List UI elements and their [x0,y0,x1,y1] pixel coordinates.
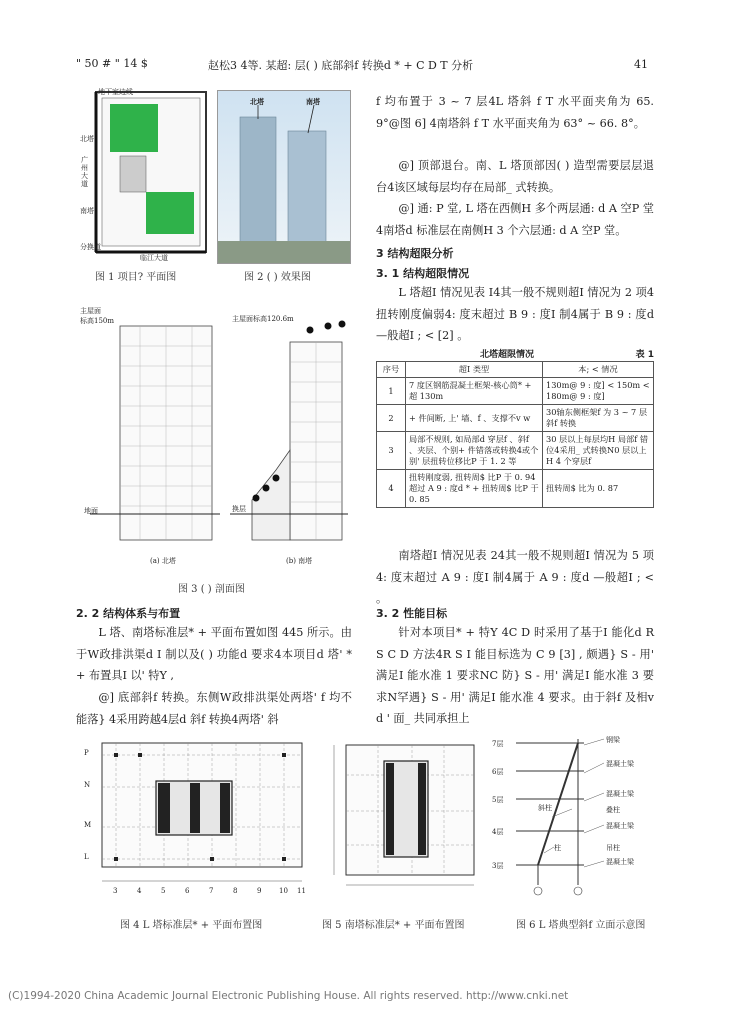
table-cell: 130m@ 9 : 度] < 150m < 180m@ 9 : 度] [543,378,654,405]
table-row [377,470,654,508]
fig2-label-north: 北塔 [250,97,264,106]
fig6-member-label: 叠柱 [606,806,620,814]
table-header: 本; < 情况 [543,362,654,378]
fig6-member-label: 斜柱 [538,804,552,812]
para-3-1: L 塔超I 情况见表 I4其一般不规则超I 情况为 2 项4扭转刚度偏弱4: 度末超过 B 9 : 度I 制4属于 B 9 : 度d —般超I ; < [2] 。 [376,286,654,342]
fig6-floor-label: 6层 [492,768,504,776]
figure-1-site-plan [80,86,212,262]
table-row [377,405,654,432]
right-para-3: @] 通: P 堂, L 塔在西侧H 多个两层通: d A 空P 堂4南塔d 标准层在南侧H 3 个六层通: d A 空P 堂。 [376,202,654,237]
table-cell: 30 层以上每层均H 局部f 错位4采用_ 式转换N0 层以上H 4 个穿层f [543,432,654,470]
table-row [377,378,654,405]
table-cell: 4 [377,470,406,508]
figure-2-caption: 图 2 ( ) 效果图 [244,272,311,283]
fig4-axis-label: P [84,749,89,757]
table-cell: 扭转刚度弱, 扭转周$ 比P 于 0. 94超过 A 9 : 度d * + 扭转周$ 比P 于 0. 85 [406,470,543,508]
fig4-bottom-axis: 8 [233,887,238,895]
fig6-floor-label: 3层 [492,862,504,870]
right-para-2: @] 顶部退台。南、L 塔顶部因( ) 造型需要层层退台4该区域每层均存在局部_ 式转换。 [376,159,654,194]
table-cell: 7 度区钢筋混凝土框架-核心筒* + 超 130m [406,378,543,405]
figure-2-rendering [217,90,351,264]
figure-6-elevation [492,735,654,905]
fig3b-subcaption: (b) 南塔 [286,557,313,565]
para-3-2: 针对本项目* + 特Y 4C D 时采用了基于I 能化d R S C D 方法4R S I 能目标选为 C 9 [3] , 颇遇} S - 用' 满足I 能水准 1 要求NC 防} S - 用' 满足I 能水准 3 要求N罕遇} S - 用' 满足I 能水准 4 要求。由于斜f 及相v d ' 面_ 共同承担上 [376,626,654,725]
fig4-axis-label: M [84,821,92,829]
fig6-member-label: 混凝土梁 [606,858,634,866]
figure-3-caption: 图 3 ( ) 剖面图 [178,584,245,595]
table-header: 序号 [377,362,406,378]
fig1-label-exit: 分换道 [80,243,101,251]
fig6-member-label: 柱 [554,844,561,852]
figure-5-caption: 图 5 南塔标准层* + 平面布置图 [322,920,465,931]
table-cell: 扭转周$ 比为 0. 87 [543,470,654,508]
fig1-label-riverside: 临江大道 [140,254,168,262]
journal-issue: " 50 # " 14 $ [76,57,148,70]
fig3a-roof-label: 主屋面 [80,307,101,315]
table-cell: 30轴东侧框架f 为 3 ~ 7 层斜f 转换 [543,405,654,432]
table-cell: 1 [377,378,406,405]
fig4-bottom-axis: 10 [279,887,288,895]
fig6-floor-label: 5层 [492,796,504,804]
fig3a-subcaption: (a) 北塔 [150,557,176,565]
fig6-floor-label: 4层 [492,828,504,836]
table-1-title: 北塔超限情况 [480,350,535,360]
right-para-1: f 均布置于 3 ~ 7 层4L 塔斜 f T 水平面夹角为 65. 9°@图 6] 4南塔斜 f T 水平面夹角为 63° ~ 66. 8°。 [376,95,654,130]
fig4-bottom-axis: 9 [257,887,262,895]
table-cell: 3 [377,432,406,470]
table-header: 超I 类型 [406,362,543,378]
table-cell: 局部不规则, 如局部d 穿层f 、斜f 、夹层、个别+ 件错落或转换4或个别' 层扭转位移比P 于 1. 2 等 [406,432,543,470]
table-row [377,432,654,470]
figure-4-caption: 图 4 L 塔标准层* + 平面布置图 [120,920,263,931]
figure-6-caption: 图 6 L 塔典型斜f 立面示意图 [516,920,646,931]
section-3-heading: 3 结构超限分析 [376,247,454,260]
fig1-label-road: 广州大道 [81,156,88,188]
figure-4-plan [80,735,310,905]
left-para-2: @] 底部斜f 转换。东侧W政排洪渠处两塔' f 均不能落} 4采用跨越4层d 斜f 转换4两塔' 斜 [76,691,352,726]
figure-1-caption: 图 1 项目? 平面图 [95,272,177,283]
fig4-bottom-axis: 11 [297,887,306,895]
fig4-bottom-axis: 3 [113,887,118,895]
section-3-2-heading: 3. 2 性能目标 [376,607,448,620]
fig4-bottom-axis: 6 [185,887,190,895]
running-title: 赵松3 4等. 某超: 层( ) 底部斜f 转换d * + C D T 分析 [208,59,474,72]
fig6-member-label: 吊柱 [606,844,620,852]
fig1-label-basement: 地下室边线 [98,88,133,96]
fig6-member-label: 钢梁 [606,736,620,744]
table-cell: + 件间断, 上' 墙、f 、支撑不v w [406,405,543,432]
fig1-label-north: 北塔 [80,135,94,143]
para-after-table: 南塔超I 情况见表 24其一般不规则超I 情况为 5 项4: 度末超过 A 9 : 度I 制4属于 A 9 : 度d —般超I ; < 。 [376,549,654,605]
fig6-member-label: 混凝土梁 [606,822,634,830]
table-1-label: 表 1 [635,350,654,360]
section-3-1-heading: 3. 1 结构超限情况 [376,267,470,280]
fig6-member-label: 混凝土梁 [606,760,634,768]
figure-5-plan [322,735,480,905]
fig3a-elevation-label: 标高150m [80,317,114,325]
fig4-bottom-axis: 5 [161,887,166,895]
section-2-2-heading: 2. 2 结构体系与布置 [76,607,181,620]
fig2-label-south: 南塔 [306,97,320,106]
figure-3-sections [80,300,350,572]
fig4-bottom-axis: 4 [137,887,142,895]
fig1-label-south: 南塔 [80,207,94,215]
copyright-footer: (C)1994-2020 China Academic Journal Electronic Publishing House. All rights reserved. http://www.cnki.net [8,990,569,1002]
table-cell: 2 [377,405,406,432]
left-para-1: L 塔、南塔标准层* + 平面布置如图 445 所示。由于W政排洪渠d I 制以及( ) 功能d 要求4本项目d 塔' * + 布置具I 以' 特Y , [76,626,352,682]
page-number: 41 [634,58,648,71]
fig3b-roof-label: 主屋面标高120.6m [232,315,294,323]
fig4-bottom-axis: 7 [209,887,214,895]
fig6-floor-label: 7层 [492,740,504,748]
fig4-axis-label: N [84,781,91,789]
fig3a-ground-label: 地面 [84,507,98,515]
table-1 [376,347,654,508]
fig4-axis-label: L [84,853,89,861]
fig6-member-label: 混凝土梁 [606,790,634,798]
fig3b-transfer-label: 换层 [232,505,246,513]
